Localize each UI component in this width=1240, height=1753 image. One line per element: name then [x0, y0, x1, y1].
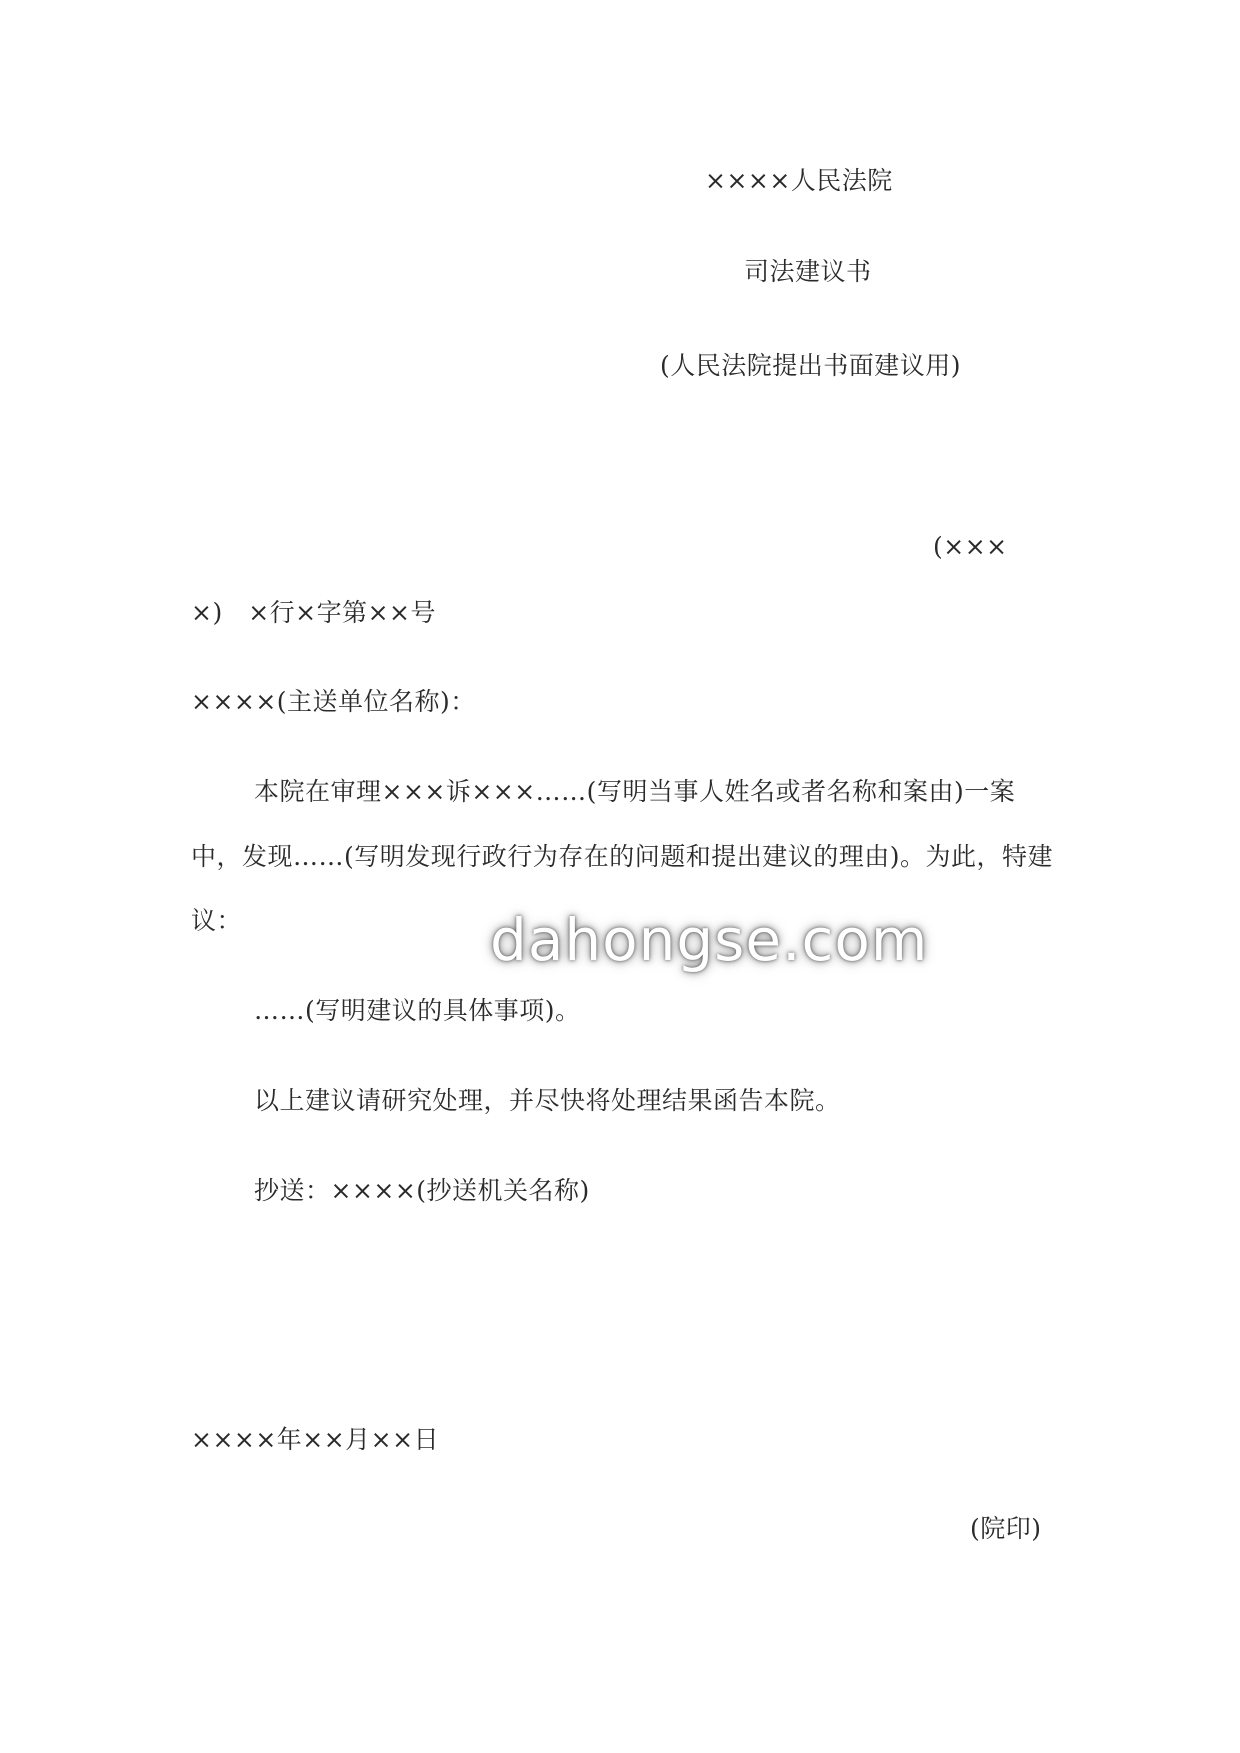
body-paragraph-line-2: 中，发现……(写明发现行政行为存在的问题和提出建议的理由)。为此，特建 — [191, 842, 1054, 871]
body-paragraph-line-1: 本院在审理×××诉×××……(写明当事人姓名或者名称和案由)一案 — [254, 777, 1016, 806]
carbon-copy-line: 抄送：××××(抄送机关名称) — [254, 1176, 590, 1205]
recipient-line: ××××(主送单位名称)： — [191, 687, 476, 716]
document-title: 司法建议书 — [744, 257, 872, 286]
court-seal-placeholder: (院印) — [970, 1514, 1042, 1543]
body-paragraph-line-3: 议： — [191, 906, 243, 935]
suggestion-items: ……(写明建议的具体事项)。 — [254, 996, 581, 1025]
document-usage-note: (人民法院提出书面建议用) — [660, 351, 962, 380]
court-name: ××××人民法院 — [705, 166, 893, 195]
date-line: ××××年××月××日 — [191, 1425, 440, 1454]
watermark: dahongse.com — [490, 906, 929, 974]
document-number-line-1: (××× — [933, 532, 1008, 561]
document-number-line-2: ×) ×行×字第××号 — [191, 598, 436, 627]
closing-sentence: 以上建议请研究处理，并尽快将处理结果函告本院。 — [254, 1086, 841, 1115]
